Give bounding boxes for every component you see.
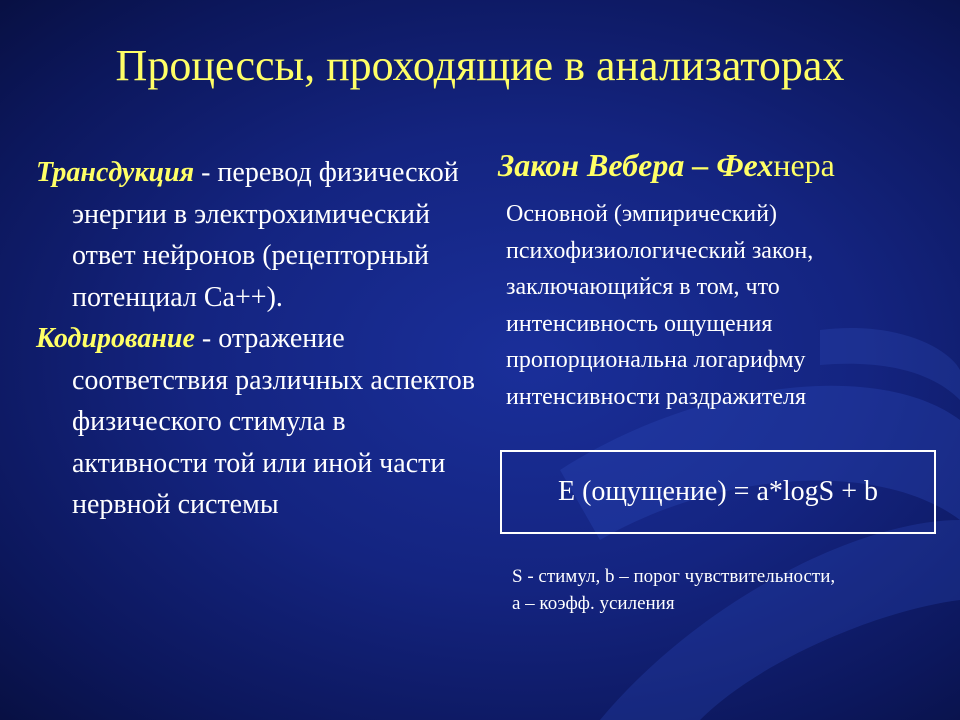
formula-legend [512, 563, 942, 617]
transduction-paragraph [36, 152, 476, 318]
slide-title: Процессы, проходящие в анализаторах [115, 41, 845, 90]
law-description: Основной (эмпирический) психофизиологический закон, заключающийся в том, что интенсивность ощущения пропорциональна логарифму интенсивности раздражителя [506, 201, 814, 410]
left-column [36, 152, 476, 526]
formula-legend-line-1: S - стимул, b – порог чувствительности, [512, 566, 836, 587]
formula-box [500, 450, 936, 534]
law-heading-bold-part: Закон Вебера – Фех [498, 147, 774, 183]
transduction-definition: - перевод физической энергии в электрохимический ответ нейронов (рецепторный потенциал Ca++). [72, 157, 459, 313]
law-heading-regular-part: нера [773, 147, 835, 183]
formula-text: E (ощущение) = a*logS + b [557, 476, 879, 507]
coding-paragraph [36, 318, 476, 526]
weber-fechner-law-heading [498, 145, 835, 185]
formula-legend-line-2: a – коэфф. усиления [512, 593, 675, 614]
coding-term: Кодирование [36, 323, 195, 354]
transduction-term: Трансдукция [36, 157, 195, 188]
coding-definition: - отражение соответствия различных аспектов физического стимула в активности той или иной части нервной системы [72, 323, 476, 520]
